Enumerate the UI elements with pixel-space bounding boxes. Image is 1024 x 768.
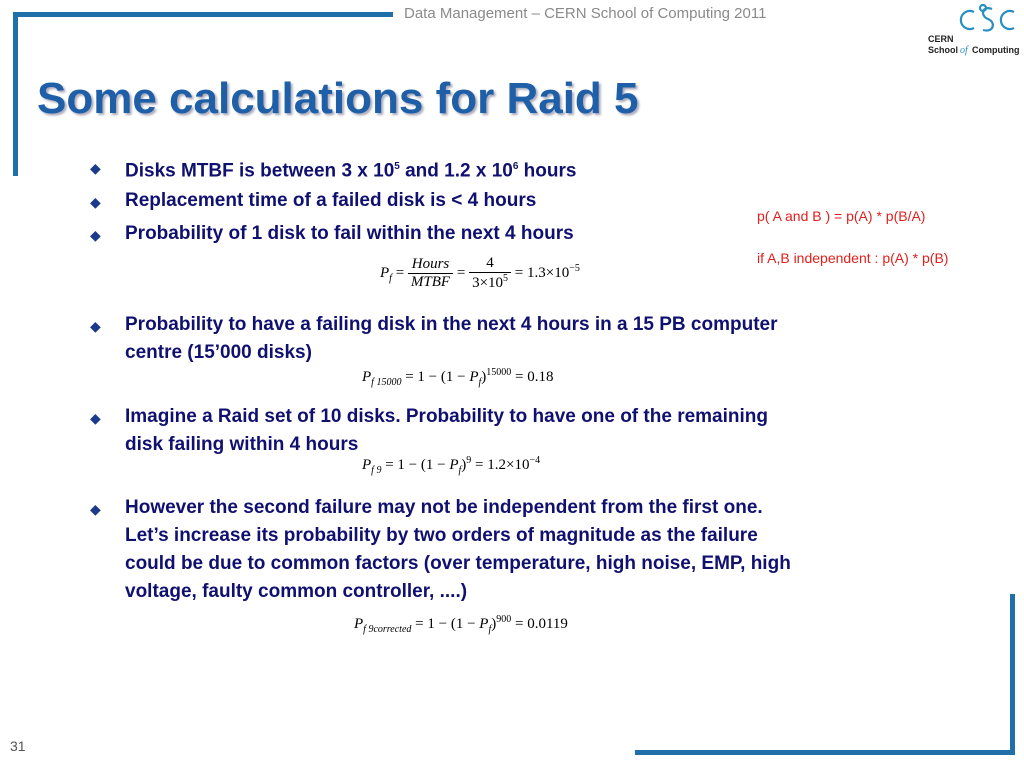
formula-result: = 0.18 bbox=[511, 369, 554, 385]
formula-symbol: P bbox=[469, 369, 479, 385]
bullet-diamond-icon: ◆ bbox=[90, 318, 101, 334]
formula-close-paren: ) bbox=[491, 616, 497, 632]
bullet-line: Let’s increase its probability by two orders of magnitude as the failure bbox=[125, 525, 758, 546]
formula-result-exp: −5 bbox=[569, 262, 580, 274]
bullet-text bbox=[125, 311, 945, 367]
bullet-line: could be due to common factors (over temperature, high noise, EMP, high bbox=[125, 553, 791, 574]
conference-header: Data Management – CERN School of Computing 2011 bbox=[404, 5, 767, 22]
frame-bottom-bar bbox=[635, 750, 1015, 755]
formula-subscript: f 9 bbox=[371, 465, 382, 476]
formula-fraction bbox=[408, 256, 453, 291]
mtbf-text-pre: Disks MTBF is between 3 x 10 bbox=[125, 160, 395, 182]
fraction-denominator: MTBF bbox=[410, 274, 451, 290]
page-number: 31 bbox=[10, 738, 26, 754]
bullet-line: Probability to have a failing disk in the next 4 hours in a 15 PB computer bbox=[125, 314, 778, 335]
formula-symbol: P bbox=[362, 457, 372, 473]
bullet-diamond-icon: ◆ bbox=[90, 227, 101, 243]
formula-fraction bbox=[469, 255, 511, 292]
bullet-line: However the second failure may not be independent from the first one. bbox=[125, 497, 763, 518]
formula-result-exp: −4 bbox=[529, 455, 541, 466]
formula-exponent: 15000 bbox=[486, 367, 512, 378]
bullet-text bbox=[125, 403, 945, 459]
mtbf-exp-2: 6 bbox=[512, 161, 519, 172]
fraction-numerator: Hours bbox=[408, 256, 453, 274]
bullet-text bbox=[125, 153, 945, 185]
formula-subscript: f 9corrected bbox=[363, 624, 412, 635]
formula-close-paren: ) bbox=[481, 369, 487, 385]
formula-exponent: 900 bbox=[496, 614, 512, 625]
bullet-line: centre (15’000 disks) bbox=[125, 342, 312, 363]
csc-logo bbox=[922, 0, 1022, 64]
bullet-diamond-icon: ◆ bbox=[90, 410, 101, 426]
formula-subscript: f bbox=[389, 272, 392, 284]
frame-left-bar bbox=[13, 12, 18, 176]
logo-school-text: School bbox=[928, 45, 959, 55]
note-conditional-probability: p( A and B ) = p(A) * p(B/A) bbox=[757, 208, 926, 224]
bullet-line: Imagine a Raid set of 10 disks. Probability to have one of the remaining bbox=[125, 406, 768, 427]
mtbf-text-post: hours bbox=[518, 160, 577, 182]
formula-symbol: P bbox=[380, 264, 390, 281]
formula-pf9corrected bbox=[354, 614, 568, 635]
formula-rhs: = 1 − (1 − bbox=[415, 616, 480, 632]
formula-subscript: f bbox=[478, 377, 482, 388]
bullet-text: Probability of 1 disk to fail within the next 4 hours bbox=[125, 223, 574, 244]
bullet-diamond-icon: ◆ bbox=[90, 501, 101, 517]
csc-logo-icon bbox=[922, 0, 1022, 64]
formula-symbol: P bbox=[354, 616, 364, 632]
formula-result: = 0.0119 bbox=[511, 616, 568, 632]
formula-equals: = bbox=[395, 264, 405, 281]
formula-pf15000 bbox=[362, 367, 554, 388]
formula-subscript: f bbox=[488, 624, 492, 635]
logo-of-text: of bbox=[960, 45, 968, 56]
denominator-base: 3×10 bbox=[472, 275, 504, 291]
slide-title: Some calculations for Raid 5 bbox=[37, 74, 639, 123]
formula-symbol: P bbox=[362, 369, 372, 385]
formula-rhs: = 1 − (1 − bbox=[405, 369, 470, 385]
mtbf-exp-1: 5 bbox=[394, 161, 400, 172]
formula-pf bbox=[380, 255, 580, 292]
bullet-line: voltage, faulty common controller, ....) bbox=[125, 581, 468, 602]
formula-result: = 1.3×10 bbox=[514, 264, 570, 281]
formula-subscript: f 15000 bbox=[371, 377, 402, 388]
bullet-diamond-icon: ◆ bbox=[90, 194, 101, 210]
formula-result: = 1.2×10 bbox=[471, 457, 530, 473]
logo-cern-text: CERN bbox=[928, 34, 954, 44]
denominator-exp: 5 bbox=[503, 273, 509, 284]
formula-symbol: P bbox=[479, 616, 489, 632]
bullet-diamond-icon: ◆ bbox=[90, 160, 101, 176]
formula-close-paren: ) bbox=[461, 457, 467, 473]
bullet-text bbox=[125, 494, 945, 606]
formula-rhs: = 1 − (1 − bbox=[385, 457, 450, 473]
note-independent-probability: if A,B independent : p(A) * p(B) bbox=[757, 250, 949, 266]
frame-right-bar bbox=[1010, 594, 1015, 754]
frame-top-bar bbox=[13, 12, 393, 17]
bullet-line: disk failing within 4 hours bbox=[125, 434, 359, 455]
formula-exponent: 9 bbox=[466, 455, 472, 466]
fraction-numerator: 4 bbox=[469, 255, 511, 273]
mtbf-text-mid: and 1.2 x 10 bbox=[399, 160, 513, 182]
bullet-text: Replacement time of a failed disk is < 4 hours bbox=[125, 190, 537, 211]
formula-equals: = bbox=[456, 264, 466, 281]
fraction-denominator bbox=[469, 273, 511, 292]
logo-computing-text: Computing bbox=[972, 45, 1020, 55]
formula-symbol: P bbox=[449, 457, 459, 473]
formula-subscript: f bbox=[458, 465, 462, 476]
formula-pf9 bbox=[362, 455, 540, 476]
